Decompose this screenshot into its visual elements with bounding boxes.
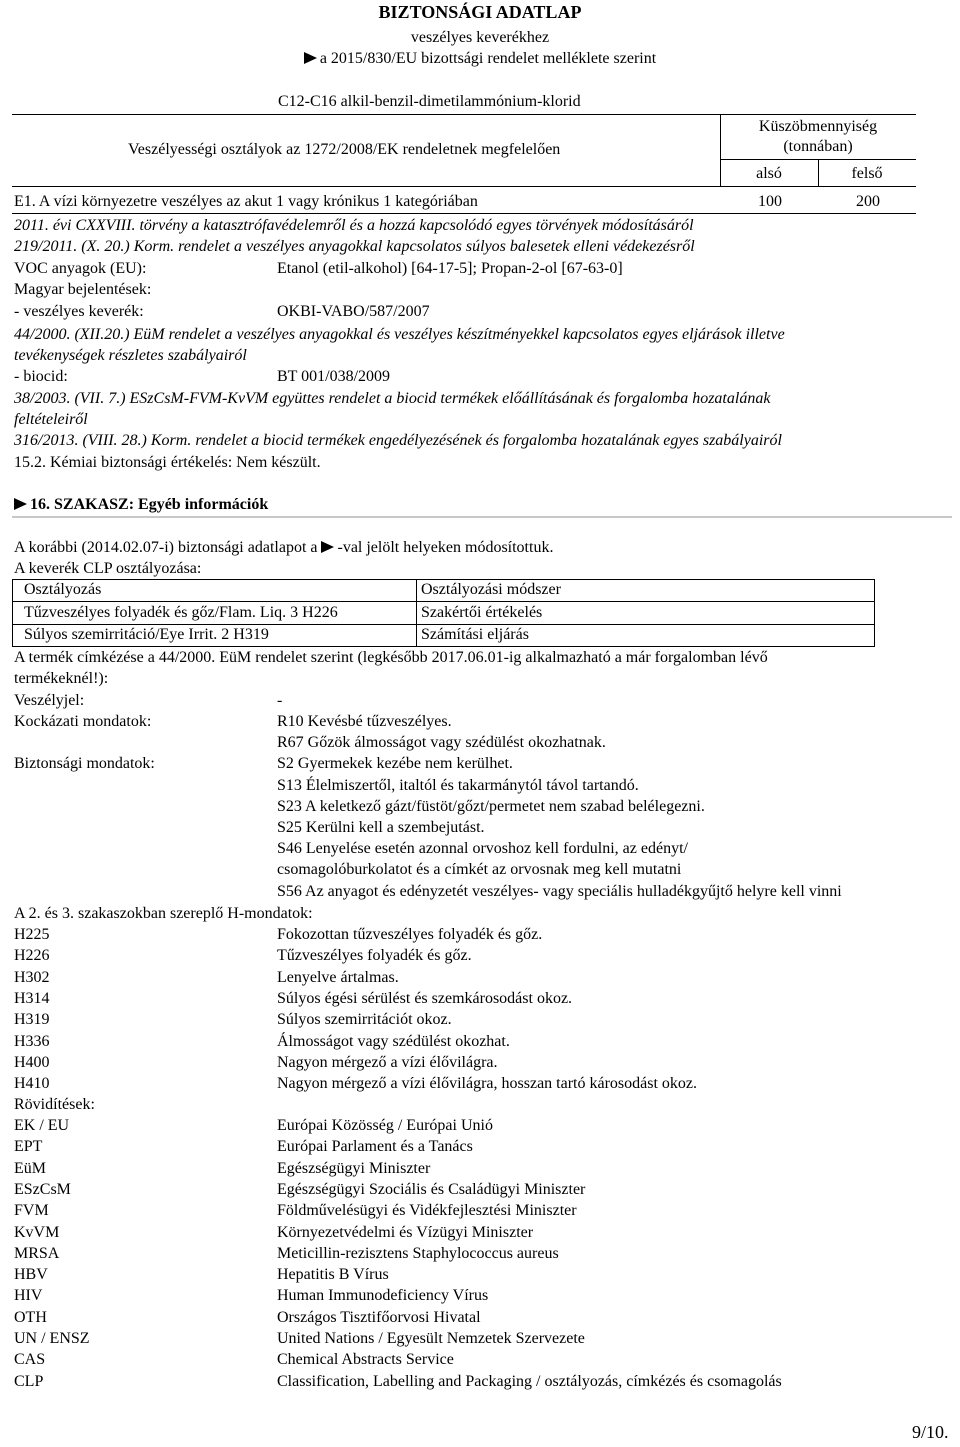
abbreviation-code: UN / ENSZ (14, 1330, 90, 1347)
safety-phrase: S56 Az anyagot és edényzetét veszélyes- vagy speciális hulladékgyűjtő helyre kell vinni (277, 883, 842, 900)
table-rule (12, 186, 916, 187)
clp-row-classification: Tűzveszélyes folyadék és gőz/Flam. Liq. 3 H226 (24, 604, 338, 621)
h-statement-code: H302 (14, 968, 50, 986)
hungarian-notifications-label: Magyar bejelentések: (14, 281, 152, 298)
h-statement-code: H226 (14, 947, 50, 965)
abbreviation-code: EüM (14, 1159, 46, 1177)
h-statement-text: Nagyon mérgező a vízi élővilágra, hosszan tartó károsodást okoz. (277, 1075, 698, 1093)
regulation-44-2000-cont: tevékenységek részletes szabályairól (14, 347, 247, 364)
hazardous-mixture-label: - veszélyes keverék: (14, 303, 144, 320)
abbreviation-meaning: Hepatitis B Vírus (277, 1266, 389, 1284)
labelling-note: A termék címkézése a 44/2000. EüM rendelet szerint (legkésőbb 2017.06.01-ig alkalmazható a már forgalomban lévő (14, 649, 768, 666)
previous-version-note (14, 538, 553, 558)
h-statement-code: H400 (14, 1053, 50, 1071)
abbreviation-code: FVM (14, 1202, 49, 1220)
table-rule (416, 579, 417, 647)
regulation-38-2003-cont: feltételeiről (14, 411, 88, 428)
table-rule (12, 579, 13, 647)
document-title: BIZTONSÁGI ADATLAP (378, 2, 582, 22)
upper-threshold-header: felső (851, 165, 883, 182)
clp-classification-title: A keverék CLP osztályozása: (14, 560, 202, 577)
h-statement-text: Fokozottan tűzveszélyes folyadék és gőz. (277, 926, 543, 943)
arrow-marker-icon (14, 498, 27, 510)
abbreviation-code: MRSA (14, 1244, 60, 1262)
table-rule (12, 601, 875, 602)
biocid-label: - biocid: (14, 368, 68, 385)
safety-phrase: S13 Élelmiszertől, italtól és takarmánytól távol tartandó. (277, 777, 639, 794)
h-statement-text: Súlyos szemirritációt okoz. (277, 1011, 452, 1029)
abbreviation-meaning: Európai Parlament és a Tanács (277, 1138, 473, 1156)
abbreviation-meaning: Országos Tisztifőorvosi Hivatal (277, 1308, 481, 1326)
risk-phrase: R10 Kevésbé tűzveszélyes. (277, 713, 452, 730)
safety-phrase: S25 Kerülni kell a szembejutást. (277, 819, 485, 836)
hazard-symbol-label: Veszélyjel: (14, 692, 85, 709)
abbreviation-code: EK / EU (14, 1117, 70, 1134)
abbreviation-meaning: Egészségügyi Miniszter (277, 1159, 431, 1177)
previous-version-text: A korábbi (2014.02.07-i) biztonsági adatlapot a (14, 539, 322, 556)
abbreviation-code: KvVM (14, 1223, 60, 1241)
regulation-316-2013: 316/2013. (VIII. 28.) Korm. rendelet a biocid termékek engedélyezésének és forgalomba hozatalának egyes szabályairól (14, 432, 782, 449)
h-statement-text: Súlyos égési sérülést és szemkárosodást okoz. (277, 989, 573, 1007)
safety-phrase: csomagolóburkolatot és a címkét az orvosnak meg kell mutatni (277, 861, 682, 878)
arrow-marker-icon (304, 52, 317, 64)
h-statement-code: H410 (14, 1075, 50, 1093)
h-statement-text: Lenyelve ártalmas. (277, 968, 399, 986)
h-statement-text: Álmosságot vagy szédülést okozhat. (277, 1032, 510, 1050)
lower-threshold-header: alsó (756, 165, 782, 182)
hazard-row-upper: 200 (856, 193, 880, 210)
hazard-symbol-value: - (277, 692, 283, 709)
abbreviation-code: OTH (14, 1308, 47, 1326)
abbreviation-meaning: Egészségügyi Szociális és Családügyi Miniszter (277, 1180, 586, 1198)
safety-phrases-label: Biztonsági mondatok: (14, 755, 155, 772)
regulation-2011: 2011. évi CXXVIII. törvény a katasztrófavédelemről és a hozzá kapcsolódó egyes törvények módosításáról (14, 217, 694, 234)
clp-row-method: Szakértői értékelés (421, 604, 543, 621)
abbreviation-meaning: Környezetvédelmi és Vízügyi Miniszter (277, 1223, 534, 1241)
risk-phrase: R67 Gőzök álmosságot vagy szédülést okozhatnak. (277, 734, 606, 751)
hazard-class-header: Veszélyességi osztályok az 1272/2008/EK rendeletnek megfelelően (128, 141, 561, 158)
table-rule (12, 646, 875, 647)
clp-header-classification: Osztályozás (24, 581, 102, 598)
biocid-value: BT 001/038/2009 (277, 368, 391, 385)
regulation-219-2011: 219/2011. (X. 20.) Korm. rendelet a veszélyes anyagokkal kapcsolatos súlyos balesetek elleni védekezésről (14, 238, 695, 255)
abbreviation-meaning: Classification, Labelling and Packaging / osztályozás, címkézés és csomagolás (277, 1372, 782, 1390)
page-number: 9/10. (912, 1422, 949, 1442)
arrow-marker-icon (321, 541, 334, 553)
chemical-safety-assessment: 15.2. Kémiai biztonsági értékelés: Nem készült. (14, 454, 321, 471)
abbreviation-code: CAS (14, 1351, 46, 1369)
hazard-row-label: E1. A vízi környezetre veszélyes az akut 1 vagy krónikus 1 kategóriában (14, 193, 478, 210)
abbreviation-meaning: Human Immunodeficiency Vírus (277, 1287, 489, 1305)
abbreviation-code: EPT (14, 1138, 43, 1156)
h-statement-text: Nagyon mérgező a vízi élővilágra. (277, 1053, 498, 1071)
previous-version-text-end: -val jelölt helyeken módosítottuk. (337, 539, 554, 556)
regulation-reference (0, 49, 960, 69)
labelling-note-cont: termékeknél!): (14, 670, 109, 687)
abbreviation-code: ESzCsM (14, 1180, 71, 1198)
clp-header-method: Osztályozási módszer (421, 581, 561, 598)
threshold-unit: (tonnában) (783, 138, 853, 155)
substance-name: C12-C16 alkil-benzil-dimetilammónium-klorid (278, 93, 581, 110)
abbreviation-meaning: Meticillin-rezisztens Staphylococcus aureus (277, 1244, 559, 1262)
safety-phrase: S46 Lenyelése esetén azonnal orvoshoz kell fordulni, az edényt/ (277, 840, 688, 857)
voc-label: VOC anyagok (EU): (14, 260, 147, 277)
abbreviation-meaning: United Nations / Egyesült Nemzetek Szervezete (277, 1330, 585, 1347)
h-statement-code: H314 (14, 989, 50, 1007)
abbreviation-meaning: Földművelésügyi és Vidékfejlesztési Miniszter (277, 1202, 577, 1220)
regulation-text: a 2015/830/EU bizottsági rendelet melléklete szerint (319, 50, 657, 67)
h-statement-code: H336 (14, 1032, 50, 1050)
h-statement-text: Tűzveszélyes folyadék és gőz. (277, 947, 472, 965)
clp-row-method: Számítási eljárás (421, 626, 529, 643)
regulation-38-2003: 38/2003. (VII. 7.) ESzCsM-FVM-KvVM együttes rendelet a biocid termékek előállításának és forgalomba hozatalának (14, 390, 771, 407)
h-statement-code: H319 (14, 1011, 50, 1029)
clp-row-classification: Súlyos szemirritáció/Eye Irrit. 2 H319 (24, 626, 269, 643)
risk-phrases-label: Kockázati mondatok: (14, 713, 152, 730)
h-statement-code: H225 (14, 926, 50, 943)
regulation-44-2000: 44/2000. (XII.20.) EüM rendelet a veszélyes anyagokkal és veszélyes készítményekkel kapcsolatos egyes eljárások illetve (14, 326, 785, 343)
abbreviation-meaning: Chemical Abstracts Service (277, 1351, 454, 1369)
h-statements-title: A 2. és 3. szakaszokban szereplő H-mondatok: (14, 905, 313, 922)
document-subtitle: veszélyes keverékhez (410, 29, 550, 46)
threshold-header: Küszöbmennyiség (758, 118, 878, 135)
table-rule (12, 213, 916, 214)
abbreviation-code: CLP (14, 1372, 44, 1390)
abbreviations-title: Rövidítések: (14, 1096, 95, 1113)
abbreviation-code: HBV (14, 1266, 48, 1284)
voc-value: Etanol (etil-alkohol) [64-17-5]; Propan-2-ol [67-63-0] (277, 260, 623, 277)
abbreviation-code: HIV (14, 1287, 43, 1305)
safety-phrase: S2 Gyermekek kezébe nem kerülhet. (277, 755, 513, 772)
hazardous-mixture-value: OKBI-VABO/587/2007 (277, 303, 430, 320)
table-rule (12, 114, 916, 115)
section-16-heading (14, 495, 268, 515)
section-16-heading-text: 16. SZAKASZ: Egyéb információk (30, 496, 269, 513)
hazard-row-lower: 100 (758, 193, 782, 210)
safety-phrase: S23 A keletkező gázt/füstöt/gőzt/permetet nem szabad belélegezni. (277, 798, 705, 815)
table-rule (874, 579, 875, 647)
abbreviation-meaning: Európai Közösség / Európai Unió (277, 1117, 493, 1134)
